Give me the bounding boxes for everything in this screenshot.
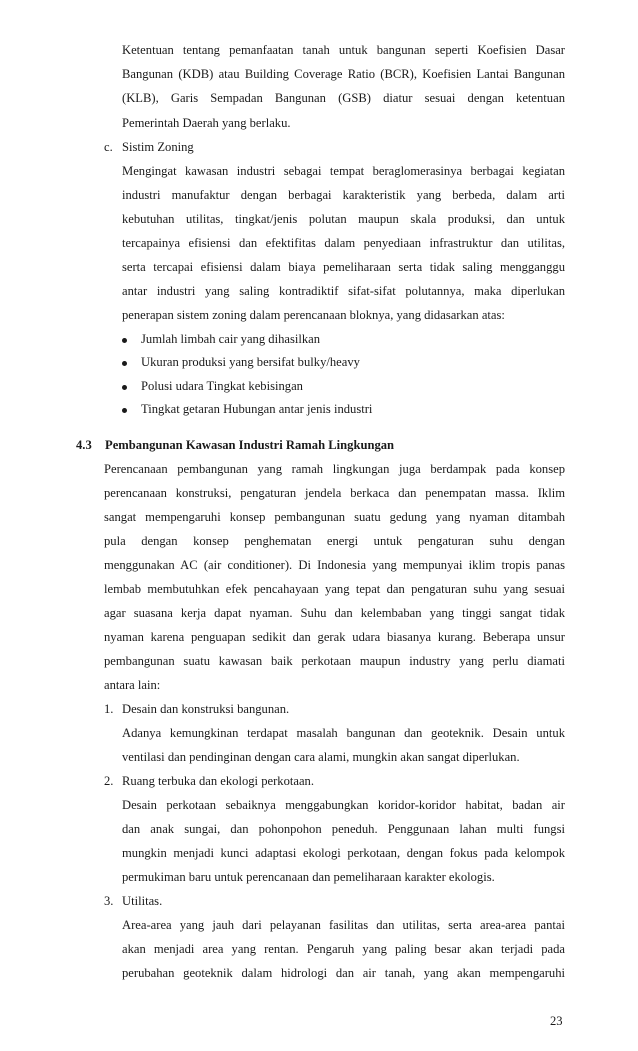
item-1-line: ventilasi dan pendinginan dengan cara alami, mungkin akan sangat diperlukan.	[122, 750, 520, 764]
item-c-line: serta tercapai efisiensi dalam biaya pemeliharaan serta tidak saling mengganggu	[122, 260, 565, 274]
intro-line: Bangunan (KDB) atau Building Coverage Ratio (BCR), Koefisien Lantai Bangunan	[122, 67, 565, 81]
item-3-title: Utilitas.	[122, 894, 163, 908]
item-3-line: Area-area yang jauh dari pelayanan fasilitas dan utilitas, serta area-area pantai	[122, 918, 565, 932]
bullet-item: Ukuran produksi yang bersifat bulky/heavy	[141, 355, 360, 369]
bullet-item: Polusi udara Tingkat kebisingan	[141, 379, 303, 393]
page-number: 23	[550, 1014, 563, 1028]
item-1-title: Desain dan konstruksi bangunan.	[122, 702, 290, 716]
section-43-line: nyaman karena penguapan sedikit dan gerak udara biasanya kurang. Beberapa unsur	[104, 630, 565, 644]
item-1-line: Adanya kemungkinan terdapat masalah bangunan dan geoteknik. Desain untuk	[122, 726, 565, 740]
list-marker-c: c.	[104, 140, 113, 154]
section-43-line: antara lain:	[104, 678, 161, 692]
intro-line: Pemerintah Daerah yang berlaku.	[122, 116, 291, 130]
section-heading: Pembangunan Kawasan Industri Ramah Lingkungan	[105, 438, 395, 452]
item-2-title: Ruang terbuka dan ekologi perkotaan.	[122, 774, 314, 788]
item-2-line: permukiman baru untuk perencanaan dan pemeliharaan karakter ekologis.	[122, 870, 495, 884]
bullet-item: Tingkat getaran Hubungan antar jenis industri	[141, 402, 373, 416]
section-43-line: Perencanaan pembangunan yang ramah lingkungan juga berdampak pada konsep	[104, 462, 565, 476]
item-c-line: penerapan sistem zoning dalam perencanaan bloknya, yang didasarkan atas:	[122, 308, 505, 322]
bullet-icon	[122, 385, 127, 390]
intro-line: (KLB), Garis Sempadan Bangunan (GSB) diatur sesuai dengan ketentuan	[122, 91, 565, 105]
item-c-line: Mengingat kawasan industri sebagai tempat beraglomerasinya berbagai kegiatan	[122, 164, 565, 178]
item-c-line: kebutuhan utilitas, tingkat/jenis polutan maupun skala produksi, dan untuk	[122, 212, 565, 226]
section-43-line: lembab membutuhkan efek pencahayaan yang tepat dan pengaturan suhu yang sesuai	[104, 582, 565, 596]
item-c-line: tercapainya efisiensi dan efektifitas dalam penyediaan infrastruktur dan utilitas,	[122, 236, 565, 250]
section-43-line: pula dengan konsep penghematan energi untuk pengaturan suhu dengan	[104, 534, 565, 548]
list-marker-1: 1.	[104, 702, 114, 716]
item-c-line: antar industri yang saling kontradiktif sifat-sifat polutannya, maka diperlukan	[122, 284, 565, 298]
item-c-line: industri manufaktur dengan berbagai karakteristik yang berbeda, dalam arti	[122, 188, 565, 202]
item-2-line: Desain perkotaan sebaiknya menggabungkan koridor-koridor habitat, badan air	[122, 798, 565, 812]
section-43-line: perencanaan konstruksi, pengaturan jendela berkaca dan penempatan massa. Iklim	[104, 486, 565, 500]
intro-line: Ketentuan tentang pemanfaatan tanah untuk bangunan seperti Koefisien Dasar	[122, 43, 565, 57]
item-2-line: dan anak sungai, dan pohonpohon peneduh. Penggunaan lahan multi fungsi	[122, 822, 565, 836]
bullet-item: Jumlah limbah cair yang dihasilkan	[141, 332, 321, 346]
section-43-line: sangat mempengaruhi konsep pembangunan suatu gedung yang nyaman ditambah	[104, 510, 565, 524]
section-43-line: pembangunan suatu kawasan baik perkotaan maupun industry yang perlu diamati	[104, 654, 565, 668]
bullet-icon	[122, 408, 127, 413]
item-c-title: Sistim Zoning	[122, 140, 194, 154]
item-3-line: akan menjadi area yang rentan. Pengaruh yang paling besar akan terjadi pada	[122, 942, 565, 956]
list-marker-3: 3.	[104, 894, 114, 908]
section-43-line: menggunakan AC (air conditioner). Di Indonesia yang mempunyai iklim tropis panas	[104, 558, 565, 572]
item-2-line: mungkin menjadi kunci adaptasi ekologi perkotaan, dengan fokus pada kelompok	[122, 846, 565, 860]
section-number: 4.3	[76, 438, 92, 452]
bullet-icon	[122, 338, 127, 343]
section-43-line: agar suasana kerja dapat nyaman. Suhu dan kelembaban yang tinggi sangat tidak	[104, 606, 565, 620]
bullet-icon	[122, 361, 127, 366]
list-marker-2: 2.	[104, 774, 114, 788]
item-3-line: perubahan geoteknik dalam hidrologi dan air tanah, yang akan mempengaruhi	[122, 966, 565, 980]
